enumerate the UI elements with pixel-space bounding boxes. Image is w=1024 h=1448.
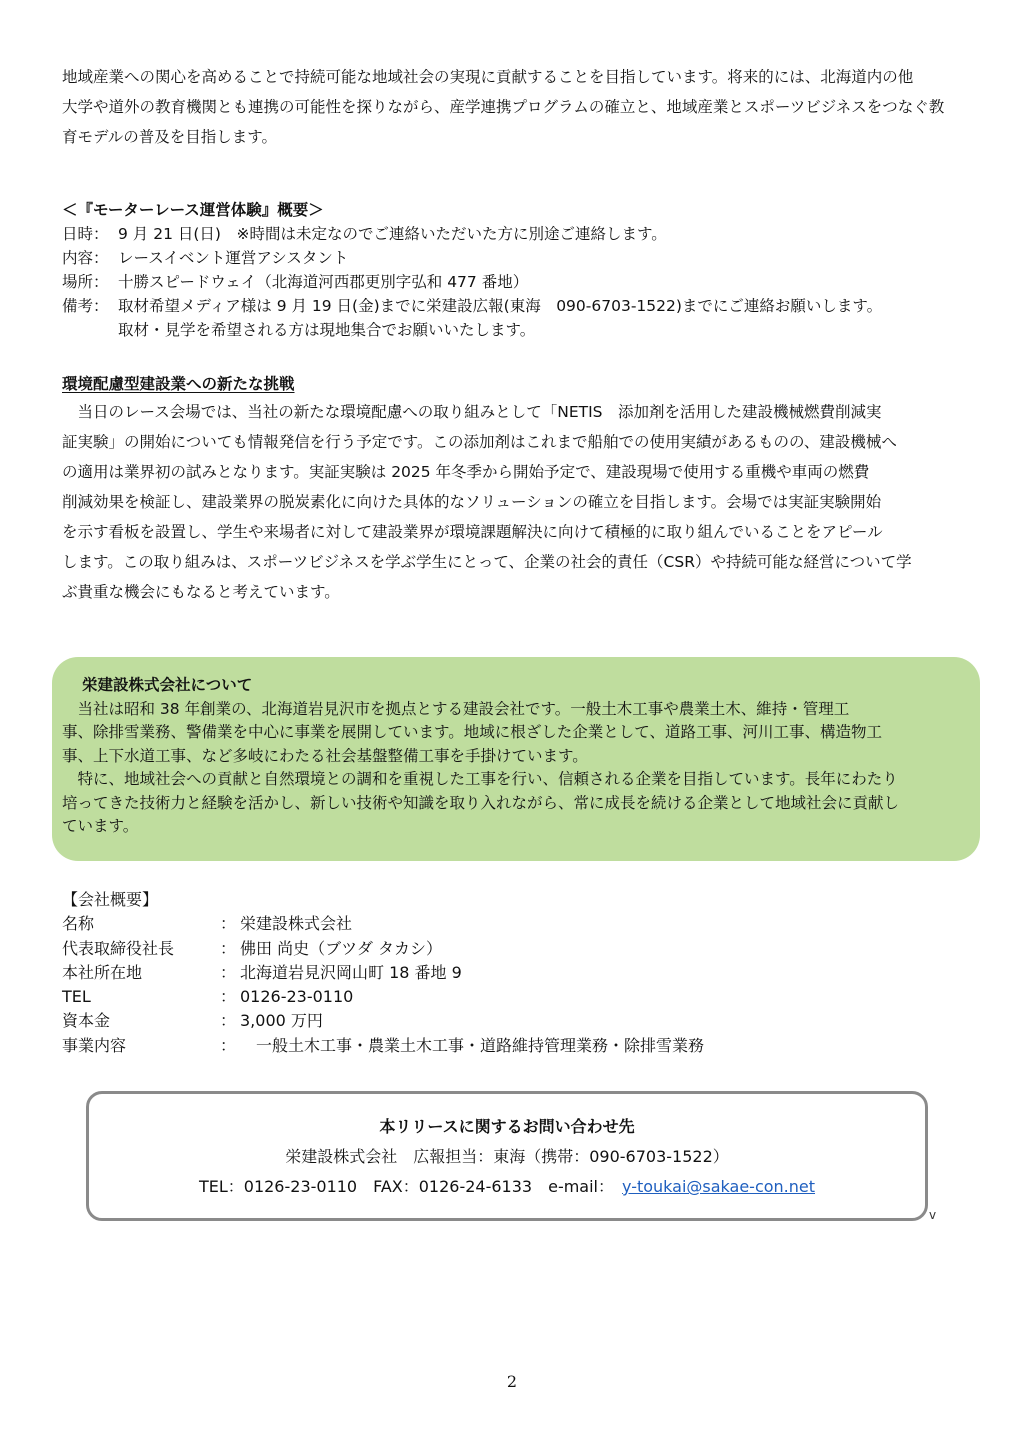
- company-label: 代表取締役社長: [62, 938, 175, 958]
- challenge-line: 当日のレース会場では、当社の新たな環境配慮への取り組みとして「NETIS 添加剤を活用した建設機械燃費削減実: [77, 403, 882, 421]
- company-separator: ：: [220, 962, 237, 982]
- contact-email-link[interactable]: y-toukai@sakae-con.net: [622, 1177, 816, 1196]
- overview-heading: ＜『モーターレース運営体験』概要＞: [62, 201, 324, 219]
- company-value: 栄建設株式会社: [240, 914, 353, 934]
- overview-note-row: [62, 294, 970, 318]
- company-row: [62, 1009, 862, 1033]
- intro-line: 育モデルの普及を目指します。: [62, 128, 277, 146]
- company-label: 名称: [62, 914, 95, 934]
- challenge-line: ぶ貴重な機会にもなると考えています。: [62, 583, 340, 601]
- company-value: 佛田 尚史（ブツダ タカシ）: [240, 938, 443, 958]
- company-label: 本社所在地: [62, 962, 143, 982]
- challenge-line: 証実験」の開始についても情報発信を行う予定です。この添加剤はこれまで船舶での使用実績があるものの、建設機械へ: [62, 433, 897, 451]
- note-value: 取材希望メディア様は 9 月 19 日(金)までに栄建設広報(東海 090-6703-1522)までにご連絡お願いします。: [118, 297, 883, 315]
- overview-content-row: [62, 246, 970, 270]
- note-label: 備考：: [62, 297, 109, 315]
- about-line: 事、上下水道工事、など多岐にわたる社会基盤整備工事を手掛けています。: [62, 746, 588, 765]
- overview-note-row-2: [62, 318, 970, 342]
- challenge-line: します。この取り組みは、スポーツビジネスを学ぶ学生にとって、企業の社会的責任（CSR）や持続可能な経営について学: [62, 553, 912, 571]
- intro-line: 大学や道外の教育機関とも連携の可能性を探りながら、産学連携プログラムの確立と、地域産業とスポーツビジネスをつなぐ教: [62, 98, 945, 116]
- about-line: 特に、地域社会への貢献と自然環境との調和を重視した工事を行い、信頼される企業を目指しています。長年にわたり: [77, 770, 898, 788]
- contact-line-2: [86, 1172, 928, 1202]
- challenge-line: を示す看板を設置し、学生や来場者に対して建設業界が環境課題解決に向けて積極的に取り組んでいることをアピール: [62, 523, 883, 541]
- challenge-paragraph: [62, 397, 970, 607]
- company-value: 0126-23-0110: [240, 987, 354, 1007]
- content-value: レースイベント運営アシスタント: [118, 249, 349, 267]
- company-label: 事業内容: [62, 1035, 127, 1055]
- company-label: TEL: [62, 987, 91, 1007]
- challenge-line: の適用は業界初の試みとなります。実証実験は 2025 年冬季から開始予定で、建設現場で使用する重機や車両の燃費: [62, 463, 870, 481]
- contact-phone-fax: TEL：0126-23-0110 FAX：0126-24-6133 e-mail：: [198, 1177, 622, 1196]
- place-label: 場所：: [62, 273, 109, 291]
- company-separator: ：: [220, 938, 237, 958]
- company-value: 一般土木工事・農業土木工事・道路維持管理業務・除排雪業務: [240, 1035, 705, 1055]
- challenge-line: 削減効果を検証し、建設業界の脱炭素化に向けた具体的なソリューションの確立を目指します。会場では実証実験開始: [62, 493, 882, 511]
- intro-paragraph: [62, 62, 970, 152]
- contact-line: 栄建設株式会社 広報担当：東海（携帯：090-6703-1522）: [285, 1147, 729, 1166]
- stray-mark: v: [929, 1208, 937, 1222]
- company-row: [62, 961, 862, 985]
- company-row: [62, 985, 862, 1009]
- overview-place-row: [62, 270, 970, 294]
- contact-content: [86, 1112, 928, 1202]
- content-label: 内容：: [62, 249, 109, 267]
- company-heading: 【会社概要】: [62, 890, 159, 909]
- date-label: 日時：: [62, 225, 109, 243]
- company-separator: ：: [220, 987, 237, 1007]
- company-row: [62, 912, 862, 936]
- company-label: 資本金: [62, 1011, 111, 1031]
- about-line: ています。: [62, 817, 139, 835]
- about-line: 培ってきた技術力と経験を活かし、新しい技術や知識を取り入れながら、常に成長を続ける企業として地域社会に貢献し: [62, 793, 900, 812]
- company-value: 北海道岩見沢岡山町 18 番地 9: [240, 962, 462, 982]
- company-separator: ：: [220, 914, 237, 934]
- about-title: 栄建設株式会社について: [82, 676, 253, 694]
- event-overview: [62, 198, 970, 342]
- overview-date-row: [62, 222, 970, 246]
- challenge-title: 環境配慮型建設業への新たな挑戦: [62, 375, 295, 393]
- note-value-continued: 取材・見学を希望される方は現地集合でお願いいたします。: [118, 321, 536, 339]
- intro-line: 地域産業への関心を高めることで持続可能な地域社会の実現に貢献することを目指しています。将来的には、北海道内の他: [62, 68, 914, 86]
- page-number: 2: [506, 1372, 518, 1391]
- company-separator: ：: [220, 1035, 237, 1055]
- company-separator: ：: [220, 1011, 237, 1031]
- company-profile: [62, 888, 862, 1058]
- contact-title: 本リリースに関するお問い合わせ先: [379, 1117, 635, 1136]
- place-value: 十勝スピードウェイ（北海道河西郡更別字弘和 477 番地）: [118, 273, 529, 291]
- about-line: 事、除排雪業務、警備業を中心に事業を展開しています。地域に根ざした企業として、道路工事、河川工事、構造物工: [62, 723, 882, 741]
- company-row: [62, 1034, 862, 1058]
- company-row: [62, 937, 862, 961]
- about-line: 当社は昭和 38 年創業の、北海道岩見沢市を拠点とする建設会社です。一般土木工事や農業土木、維持・管理工: [77, 699, 850, 718]
- company-value: 3,000 万円: [240, 1011, 323, 1031]
- about-company-content: [62, 674, 966, 839]
- date-value: 9 月 21 日(日) ※時間は未定なのでご連絡いただいた方に別途ご連絡します。: [118, 225, 667, 243]
